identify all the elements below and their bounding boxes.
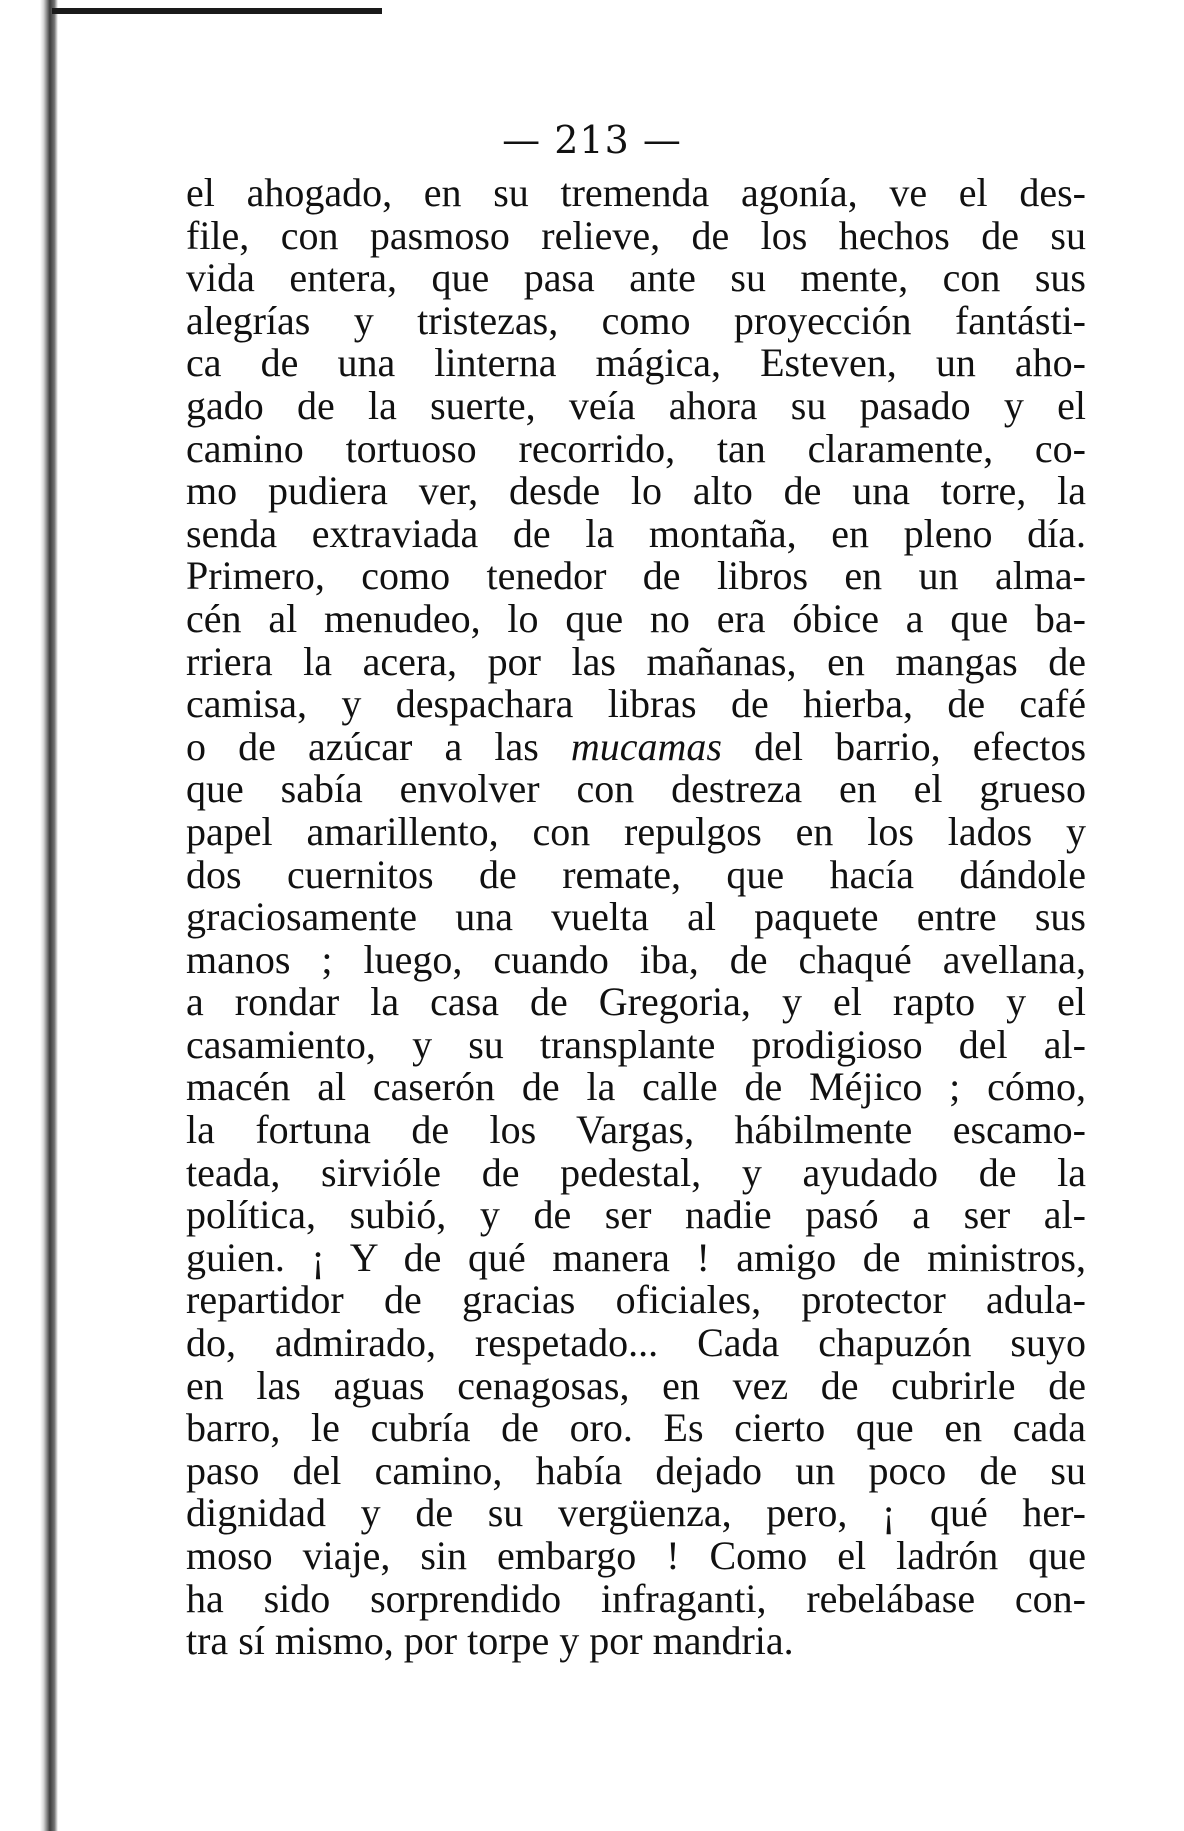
binding-edge: [40, 0, 58, 1831]
text-line: ca de una linterna mágica, Esteven, un aho-: [186, 340, 1086, 386]
text-line: a rondar la casa de Gregoria, y el rapto y el: [186, 979, 1086, 1025]
text-line: file, con pasmoso relieve, de los hechos de su: [186, 212, 1086, 258]
text-line: camino tortuoso recorrido, tan claramente, co-: [186, 425, 1086, 471]
page-number: — 213 —: [502, 118, 682, 162]
text-line: que sabía envolver con destreza en el grueso: [186, 766, 1086, 812]
text-line: Primero, como tenedor de libros en un alma-: [186, 553, 1086, 599]
text-line: vida entera, que pasa ante su mente, con sus: [186, 255, 1086, 301]
text-line: moso viaje, sin embargo ! Como el ladrón que: [186, 1533, 1086, 1578]
text-line: gado de la suerte, veía ahora su pasado y el: [186, 382, 1086, 428]
text-line: casamiento, y su transplante prodigioso del al-: [186, 1021, 1086, 1067]
text-segment: del barrio, efectos: [722, 723, 1087, 769]
text-line: repartidor de gracias oficiales, protector adula-: [186, 1277, 1086, 1323]
text-line: ha sido sorprendido infraganti, rebelábase con-: [186, 1575, 1086, 1621]
text-line: cén al menudeo, lo que no era óbice a que ba-: [186, 595, 1086, 641]
text-segment: o de azúcar a las: [186, 723, 539, 769]
text-line: política, subió, y de ser nadie pasó a ser al-: [186, 1192, 1086, 1238]
italic-word: mucamas: [570, 723, 722, 769]
text-line: la fortuna de los Vargas, hábilmente escamo-: [186, 1107, 1086, 1153]
text-line: papel amarillento, con repulgos en los lados y: [186, 808, 1086, 854]
text-line: graciosamente una vuelta al paquete entre sus: [186, 894, 1086, 940]
text-line: do, admirado, respetado... Cada chapuzón suyo: [186, 1320, 1086, 1366]
text-line: paso del camino, había dejado un poco de su: [186, 1447, 1086, 1493]
body-text: [186, 172, 1086, 1663]
text-line: senda extraviada de la montaña, en pleno día.: [186, 510, 1086, 556]
text-line: manos ; luego, cuando iba, de chaqué avellana,: [186, 936, 1086, 982]
text-line: barro, le cubría de oro. Es cierto que en cada: [186, 1405, 1086, 1451]
text-line: dos cuernitos de remate, que hacía dándole: [186, 851, 1086, 897]
scan-top-mark: [52, 8, 382, 14]
text-line: mo pudiera ver, desde lo alto de una torre, la: [186, 468, 1086, 514]
text-line: rriera la acera, por las mañanas, en mangas de: [186, 638, 1086, 684]
text-line: alegrías y tristezas, como proyección fantásti-: [186, 297, 1086, 343]
text-line-mixed: [186, 723, 1087, 769]
text-line: teada, sirvióle de pedestal, y ayudado de la: [186, 1149, 1086, 1195]
text-line: camisa, y despachara libras de hierba, de café: [186, 681, 1086, 727]
text-line-last: tra sí mismo, por torpe y por mandria.: [186, 1618, 794, 1664]
text-line: en las aguas cenagosas, en vez de cubrirle de: [186, 1362, 1086, 1408]
text-line: macén al caserón de la calle de Méjico ; cómo,: [186, 1064, 1086, 1110]
text-line: dignidad y de su vergüenza, pero, ¡ qué her-: [186, 1490, 1086, 1536]
text-line: guien. ¡ Y de qué manera ! amigo de ministros,: [186, 1234, 1086, 1280]
text-line: el ahogado, en su tremenda agonía, ve el des-: [186, 170, 1086, 215]
